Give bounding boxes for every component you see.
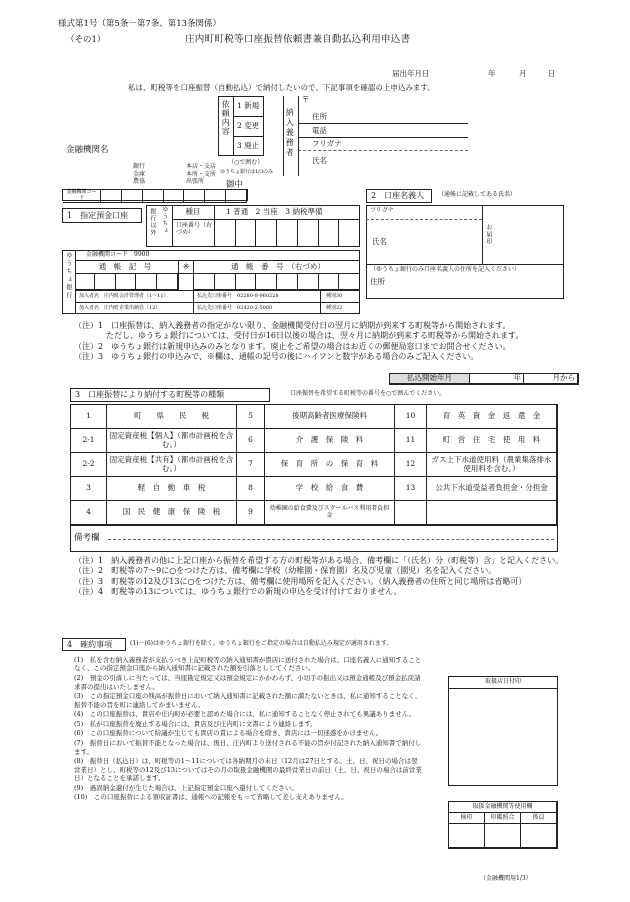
tax-name-3: 軽 自 動 車 税 bbox=[107, 477, 237, 501]
bank-code-digit-3[interactable] bbox=[143, 190, 164, 203]
yucho-code: 金融機関コード 9900 bbox=[86, 251, 150, 258]
number-digit[interactable] bbox=[298, 274, 319, 290]
tax-no-5[interactable]: 5 bbox=[237, 405, 265, 429]
check-cell-2[interactable] bbox=[485, 824, 521, 848]
holder-address-label: 住所 bbox=[370, 277, 385, 286]
bank-code-digit-4[interactable] bbox=[164, 190, 185, 203]
check-col-1: 検印 bbox=[449, 813, 485, 824]
tax-no-12[interactable]: 12 bbox=[395, 453, 427, 477]
payee-account-2: 払込先口座番号 02420-2-5060 bbox=[197, 305, 273, 311]
account-digit[interactable] bbox=[256, 219, 277, 247]
remarks-label: 備考欄 bbox=[74, 533, 100, 543]
payee-name-2: 加入者名 庄内町企業出納員（12） bbox=[79, 305, 161, 311]
bank-use-box bbox=[448, 801, 558, 849]
tax-name-4: 国 民 健 康 保 険 税 bbox=[107, 501, 237, 525]
tax-name-1: 町 県 民 税 bbox=[107, 405, 237, 429]
request-cancel[interactable]: 3 廃止 bbox=[237, 141, 260, 150]
date-year: 年 bbox=[488, 69, 496, 78]
account-digit[interactable] bbox=[298, 219, 319, 247]
tax-name-7: 保 育 所 の 保 育 料 bbox=[265, 453, 395, 477]
start-date-box bbox=[389, 373, 579, 385]
payee-account-1: 払込先口座番号 02280-8-960228 bbox=[197, 293, 279, 299]
payee-name-1: 加入者名 庄内町会計管理者（1～11） bbox=[79, 293, 169, 299]
footer-label: （金融機関用1/3） bbox=[480, 875, 532, 882]
tax-name-2-1: 固定資産税【個人】（都市計画税を含む。） bbox=[107, 429, 237, 453]
date-month: 月 bbox=[519, 69, 527, 78]
tax-no-13[interactable]: 13 bbox=[395, 477, 427, 501]
check-cell-3[interactable] bbox=[521, 824, 557, 848]
section3-note: 口座振替を希望する町税等の番号を○で囲んでください。 bbox=[290, 390, 446, 397]
bank-code-digit-5[interactable] bbox=[184, 190, 205, 203]
bank-code-digit-7[interactable] bbox=[226, 190, 247, 203]
number-digit[interactable] bbox=[215, 274, 236, 290]
tax-no-2-2[interactable]: 2-2 bbox=[71, 453, 107, 477]
section1-title: 1 指定預金口座 bbox=[62, 208, 142, 223]
start-year[interactable]: 年 bbox=[470, 374, 524, 384]
notes-1: （注）1 口座振替は、納入義務者の指定がない限り、金融機関受付日の翌月に納期が到来する町税等から開始されます。 ただし、ゆうちょ銀行については、受付日が16日以後の場合は、翌々月に納期が到来する町税等から開始されます。 （注）2 ゆうちょ銀行は新規申込みのみとなります。廃止をご希望の場合はお近くの郵便局窓口までお問合せください。 （注）3 ゆうちょ銀行の申込みで、※欄は、通帳の記号の後にハイフンと数字がある場合のみご記入ください。 bbox=[74, 321, 524, 362]
tax-empty-no bbox=[395, 501, 427, 525]
check-col-3: 係員 bbox=[521, 813, 557, 824]
tax-name-12: ガス上下水道使用料（農業集落排水使用料を含む。） bbox=[427, 453, 557, 477]
start-month[interactable]: 月から bbox=[524, 374, 578, 384]
form-number: 様式第1号（第5条－第7条、第13条関係） bbox=[58, 19, 222, 29]
tax-no-4[interactable]: 4 bbox=[71, 501, 107, 525]
tax-name-10: 育 英 資 金 返 還 金 bbox=[427, 405, 557, 429]
passbook-symbol-label: 通 帳 記 号 bbox=[98, 262, 152, 271]
bank-code-digit-6[interactable] bbox=[205, 190, 226, 203]
payer-label: 納入義務者 bbox=[285, 108, 295, 158]
bank-code-digit-2[interactable] bbox=[122, 190, 143, 203]
holder-yucho-note: （ゆうちょ銀行のみ口座名義人の住所を記入ください） bbox=[370, 266, 521, 273]
symbol-digit[interactable] bbox=[75, 274, 95, 290]
holder-furigana: フリガナ bbox=[370, 207, 394, 214]
address-label: 住所 bbox=[312, 112, 327, 121]
institution-label: 金融機関名 bbox=[66, 145, 109, 155]
holder-name-label: 氏名 bbox=[372, 237, 387, 246]
tax-name-8: 学 校 給 食 費 bbox=[265, 477, 395, 501]
check-col-2: 印鑑照合 bbox=[485, 813, 521, 824]
yucho-label: ゆうちょ銀行 bbox=[64, 252, 72, 300]
account-digit[interactable] bbox=[236, 219, 257, 247]
yucho-only-note: ゆうちょ銀行は1/3のみ bbox=[220, 169, 274, 175]
intro-text: 私は、町税等を口座振替（自動払込）で納付したいので、下記事項を確認の上申込みます。 bbox=[128, 83, 435, 92]
tax-no-8[interactable]: 8 bbox=[237, 477, 265, 501]
holder-seal-label: お届印 bbox=[484, 224, 492, 245]
bank-code-digit-1[interactable] bbox=[101, 190, 122, 203]
tax-name-9: 幼稚園の給食費及びスクールバス利用者負担金 bbox=[265, 501, 395, 525]
request-change[interactable]: 2 変更 bbox=[237, 121, 260, 130]
account-number-label: 口座番号（右づめ） bbox=[176, 222, 213, 236]
section2-title: 2 口座名義人 bbox=[366, 189, 432, 203]
start-label: 払込開始年月 bbox=[390, 374, 470, 384]
account-digit[interactable] bbox=[319, 219, 340, 247]
tax-name-13: 公共下水道受益者負担金・分担金 bbox=[427, 477, 557, 501]
tax-name-2-2: 固定資産税【共有】（都市計画税を含む。） bbox=[107, 453, 237, 477]
onchu: 御中 bbox=[226, 180, 244, 190]
payee-type-2: 種別22 bbox=[326, 305, 343, 311]
circle-note: （○で囲む） bbox=[228, 159, 264, 166]
tax-no-2-1[interactable]: 2-1 bbox=[71, 429, 107, 453]
star-label: ※ bbox=[183, 262, 190, 271]
tax-no-10[interactable]: 10 bbox=[395, 405, 427, 429]
postal-mark: 〒 bbox=[302, 95, 310, 104]
tax-type-table bbox=[70, 404, 558, 526]
section4-title: 4 確約事項 bbox=[62, 638, 126, 651]
tax-no-11[interactable]: 11 bbox=[395, 429, 427, 453]
page-title: 庄内町町税等口座振替依頼書兼自動払込利用申込書 bbox=[185, 34, 411, 45]
tax-no-7[interactable]: 7 bbox=[237, 453, 265, 477]
section2-note: （通帳に記載してある氏名） bbox=[438, 191, 517, 198]
date-day: 日 bbox=[548, 69, 556, 78]
account-digit[interactable] bbox=[339, 219, 360, 247]
account-digit[interactable] bbox=[277, 219, 298, 247]
passbook-number-label: 通 帳 番 号 （右づめ） bbox=[231, 262, 325, 271]
section3-title: 3 口座振替により納付する町税等の種類 bbox=[70, 388, 270, 402]
bank-use-label: 取扱金融機関等使用欄 bbox=[449, 802, 557, 813]
request-new[interactable]: 1 新規 bbox=[237, 101, 260, 110]
phone-label: 電話 bbox=[312, 126, 327, 135]
agreement-list: (1) 私を含む納入義務者が支払うべき上記町税等の納入通知書が貴店に送付された場合は、口座名義人に通知することなく、この指定預金口座から納入通知書に記載された額を引落とししてください。 (2) 預金の引落しに当たっては、当座勘定規定又は預金規定にかかわらず、小切手の振出又は預金通帳及び預金払戻請求書の提出はいたしません。 (3) この指定預金口座の残高が振替日において納入通知書に記載された額に満たないときは、私に通知することなく、振替不能の旨を町に連絡してかまいません。 (4) この口座振替は、貴店や庄内町が必要と認めた場合には、私に通知することなく停止されても異議ありません。 (5) 私が口座振替を廃止する場合には、貴店及び庄内町に文書により連絡します。 (6) この口座振替について紛議が生じても貴店の責による場合を除き、貴店には一切迷惑をかけません。 (7) 振替日において振替不能となった場合は、後日、庄内町より送付される不能の旨が付記された納入通知書で納付します。 (8) 振替日（払込日）は、町税等の1～11については各納期月の末日（12月は27日とする。土、日、祝日の場合は翌営業日）とし、町税等の12及び13についてはその月の取扱金融機関の最終営業日の前日（土、日、祝日の場合は前営業日）となることを承諾します。 (9) 過誤納金還付が生じた場合は、上記指定預金口座へ還付してください。 (10) この口座振替による領収証書は、通帳への記帳をもって省略して差し支えありません。 bbox=[74, 656, 422, 802]
form-part: （その1） bbox=[66, 35, 106, 45]
bank-code-label: 金融機関コード bbox=[63, 190, 101, 203]
tax-name-5: 後期高齢者医療保険料 bbox=[265, 405, 395, 429]
non-yucho-label: 銀行以外 bbox=[148, 208, 156, 236]
name-label: 氏名 bbox=[312, 156, 327, 165]
furigana-label: フリガナ bbox=[312, 139, 342, 148]
date-label: 届出年月日 bbox=[392, 69, 430, 78]
symbol-digit[interactable] bbox=[95, 274, 115, 290]
type-label: 種目 bbox=[185, 207, 201, 216]
request-label: 依頼内容 bbox=[221, 100, 231, 136]
number-digit[interactable] bbox=[277, 274, 298, 290]
stamp-box[interactable] bbox=[448, 676, 558, 786]
number-digit[interactable] bbox=[194, 274, 215, 290]
tax-name-11: 町 営 住 宅 使 用 料 bbox=[427, 429, 557, 453]
stamp-label: 取扱店日付印 bbox=[484, 678, 521, 685]
check-cell-1[interactable] bbox=[449, 824, 485, 848]
symbol-digit[interactable] bbox=[116, 274, 136, 290]
tax-no-6[interactable]: 6 bbox=[237, 429, 265, 453]
non-yucho-yucho: ゆうちょ bbox=[160, 206, 168, 234]
section4-note: (1)～(6)はゆうちょ銀行を除く。ゆうちょ銀行をご指定の場合は自動払込み規定が適用されます。 bbox=[130, 640, 393, 647]
symbol-digit[interactable] bbox=[136, 274, 156, 290]
tax-no-3[interactable]: 3 bbox=[71, 477, 107, 501]
payee-type-1: 種別30 bbox=[326, 293, 343, 299]
number-digit[interactable] bbox=[256, 274, 277, 290]
account-types[interactable]: 1 普通 2 当座 3 納税準備 bbox=[226, 207, 323, 216]
tax-name-6: 介 護 保 険 料 bbox=[265, 429, 395, 453]
notes-2: （注）1 納入義務者の他に上記口座から振替を希望する方の町税等がある場合、備考欄に「（氏名）分（町税等）含」と記入ください。 （注）2 町税等の7～9に○をつけた方は、備考欄に学校（幼稚園・保育園）名及び児童（園児）名を記入ください。 （注）3 町税等の12及び13に○をつけた方は、備考欄に使用場所を記入ください。（納入義務者の住所と同じ場所は省略可） （注）4 町税等の13については、ゆうちょ銀行での新規の申込を受け付けておりません。 bbox=[74, 556, 564, 597]
branch-types: 本店・支店 本所・支所 出張所 bbox=[186, 163, 217, 185]
number-digit[interactable] bbox=[339, 274, 360, 290]
tax-no-9[interactable]: 9 bbox=[237, 501, 265, 525]
tax-empty-name bbox=[427, 501, 557, 525]
number-digit[interactable] bbox=[319, 274, 340, 290]
number-digit[interactable] bbox=[236, 274, 257, 290]
symbol-digit[interactable] bbox=[157, 274, 177, 290]
account-digit[interactable] bbox=[215, 219, 236, 247]
tax-no-1[interactable]: 1 bbox=[71, 405, 107, 429]
bank-types: 銀行 金庫 農協 bbox=[133, 163, 146, 185]
